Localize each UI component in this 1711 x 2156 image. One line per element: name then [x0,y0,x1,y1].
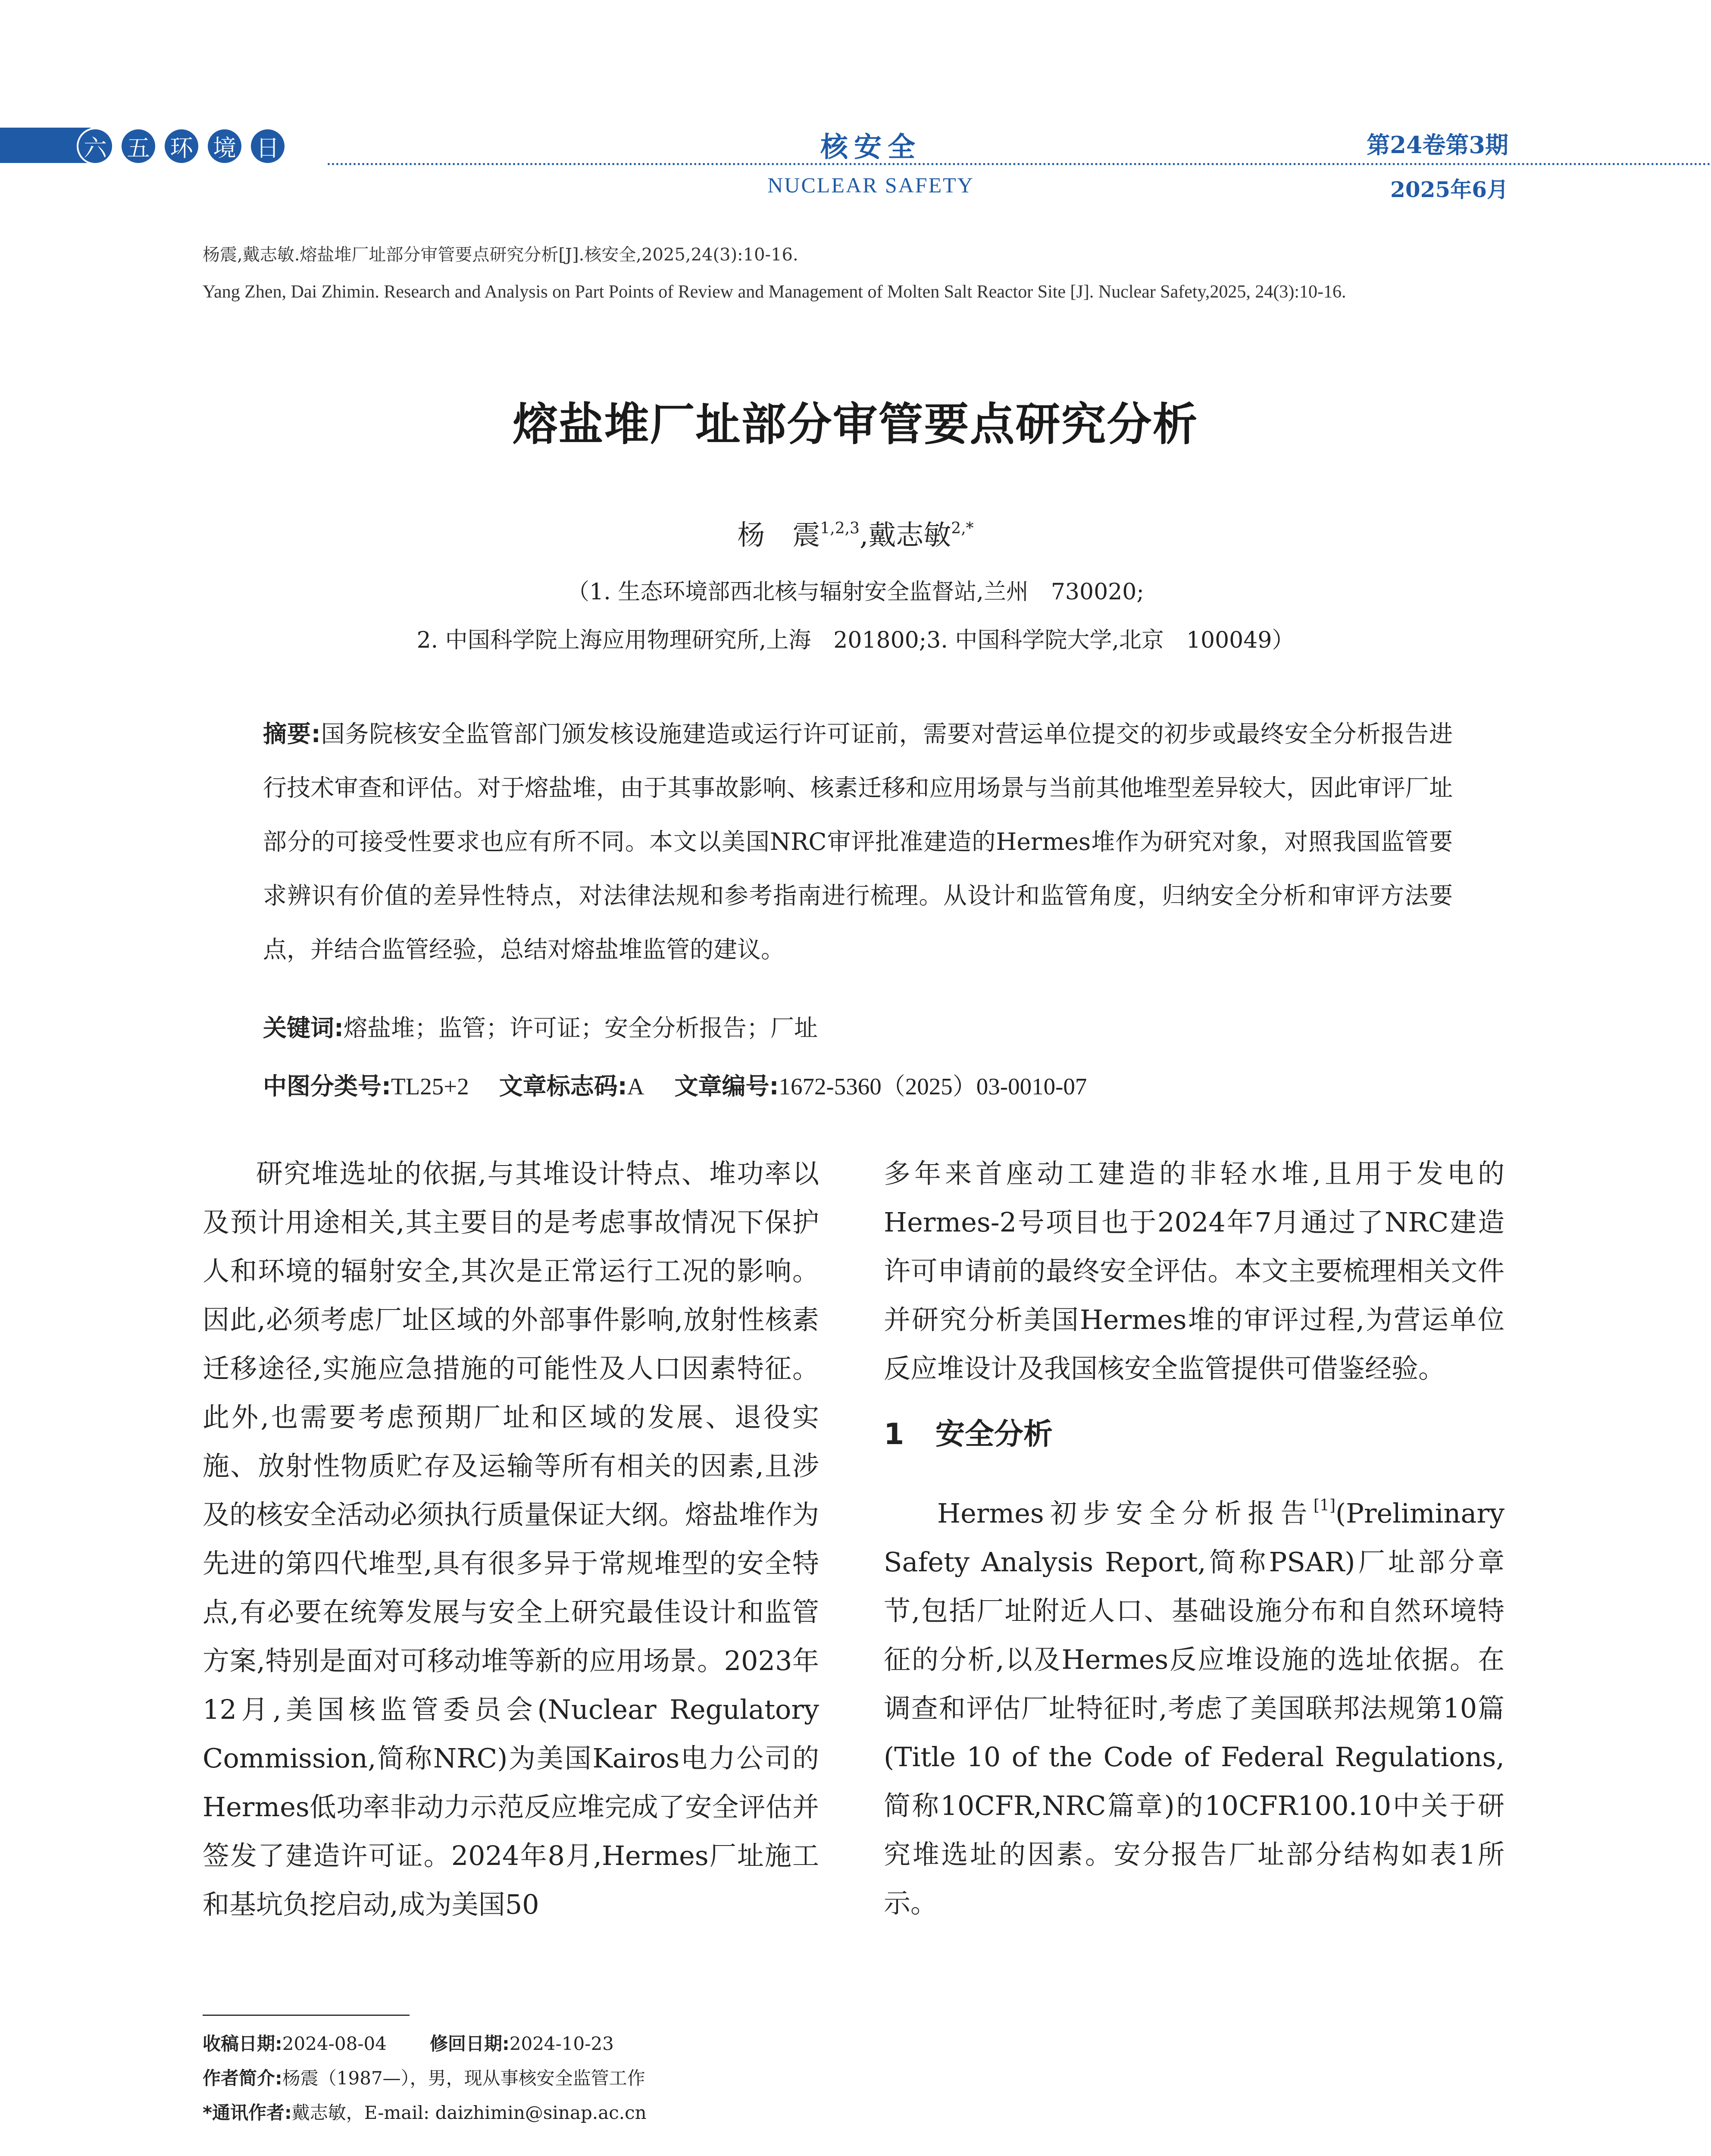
author-affil-sup: 2,* [951,520,974,537]
citation-cn: 杨震,戴志敏.熔盐堆厂址部分审管要点研究分析[J].核安全,2025,24(3):10-16. [203,245,798,265]
article-id-label: 文章编号: [674,1072,779,1100]
affiliation-line: （1. 生态环境部西北核与辐射安全监督站,兰州 730020; [567,579,1144,605]
author-bio: 杨震（1987—），男，现从事核安全监管工作 [282,2068,645,2089]
doc-code-value: A [627,1073,644,1100]
footnote-rule [203,2015,410,2016]
doc-code-label: 文章标志码: [499,1072,627,1100]
body-column-left [203,1149,819,1929]
body-paragraph [884,1481,1505,1927]
footnote-dates [203,2027,1323,2061]
reference-marker[interactable]: [1] [1313,1497,1336,1514]
revised-label: 修回日期: [429,2033,510,2054]
keywords-text: 熔盐堆；监管；许可证；安全分析报告；厂址 [344,1014,818,1042]
abstract-text: 国务院核安全监管部门颁发核设施建造或运行许可证前，需要对营运单位提交的初步或最终安全分析报告进行技术审查和评估。对于熔盐堆，由于其事故影响、核素迁移和应用场景与当前其他堆型差异较大，因此审评厂址部分的可接受性要求也应有所不同。本文以美国NRC审评批准建造的Hermes堆作为研究对象，对照我国监管要求辨识有价值的差异性特点，对法律法规和参考指南进行梳理。从设计和监管角度，归纳安全分析和审评方法要点，并结合监管经验，总结对熔盐堆监管的建议。 [263,720,1453,963]
classification-line [263,1067,1453,1101]
clc-value: TL25+2 [391,1073,469,1100]
paragraph-text: (Preliminary Safety Analysis Report,简称PSAR)厂址部分章节,包括厂址附近人口、基础设施分布和自然环境特征的分析,以及Hermes反应堆设施的选址依据。在调查和评估厂址特征时,考虑了美国联邦法规第10篇(Title 10 of the Code of Federal Regulations,简称10CFR,NRC篇章)的10CFR100.10中关于研究堆选址的因素。安分报告厂址部分结构如表1所示。 [884,1498,1505,1919]
author-name: 戴志敏 [868,520,951,552]
section-heading [884,1410,1505,1459]
series-badge: 六 [77,128,114,165]
received-label: 收稿日期: [203,2033,282,2054]
footnote-corresponding [203,2096,1323,2130]
series-badge: 五 [120,128,157,165]
section-title: 安全分析 [935,1417,1053,1451]
revised-date: 2024-10-23 [509,2033,614,2054]
author-bio-label: 作者简介: [203,2068,282,2089]
corresponding-value: 戴志敏，E-mail: daizhimin@sinap.ac.cn [291,2102,647,2123]
author-separator: , [859,520,869,552]
paragraph-text: Hermes初步安全分析报告 [937,1498,1314,1529]
article-id-value: 1672-5360（2025）03-0010-07 [779,1073,1087,1100]
affiliation-line: 2. 中国科学院上海应用物理研究所,上海 201800;3. 中国科学院大学,北京 100049） [416,627,1295,653]
body-paragraph: 研究堆选址的依据,与其堆设计特点、堆功率以及预计用途相关,其主要目的是考虑事故情况下保护人和环境的辐射安全,其次是正常运行工况的影响。因此,必须考虑厂址区域的外部事件影响,放射性核素迁移途径,实施应急措施的可能性及人口因素特征。此外,也需要考虑预期厂址和区域的发展、退役实施、放射性物质贮存及运输等所有相关的因素,且涉及的核安全活动必须执行质量保证大纲。熔盐堆作为先进的第四代堆型,具有很多异于常规堆型的安全特点,有必要在统筹发展与安全上研究最佳设计和监管方案,特别是面对可移动堆等新的应用场景。2023年12月,美国核监管委员会(Nuclear Regulatory Commission,简称NRC)为美国Kairos电力公司的Hermes低功率非动力示范反应堆完成了安全评估并签发了建造许可证。2024年8月,Hermes厂址施工和基坑负挖启动,成为美国50 [203,1158,819,1920]
journal-title-cn: 核安全 [820,132,921,163]
series-badges [77,128,286,166]
corresponding-label: *通讯作者: [203,2102,292,2123]
series-badge: 日 [249,128,286,165]
abstract [263,707,1453,977]
series-badge: 境 [206,128,243,165]
section-number: 1 [884,1417,904,1451]
clc-label: 中图分类号: [263,1072,391,1100]
keywords [263,1009,1453,1043]
author-name: 杨 震 [737,520,820,552]
article-title: 熔盐堆厂址部分审管要点研究分析 [513,398,1198,451]
issue-date: 2025年6月 [1390,177,1508,202]
abstract-label: 摘要: [263,720,321,748]
volume-issue: 第24卷第3期 [1367,131,1508,159]
series-badge: 环 [163,128,200,165]
body-column-right [884,1149,1505,1927]
body-paragraph: 多年来首座动工建造的非轻水堆,且用于发电的Hermes-2号项目也于2024年7月通过了NRC建造许可申请前的最终安全评估。本文主要梳理相关文件并研究分析美国Hermes堆的审评过程,为营运单位反应堆设计及我国核安全监管提供可借鉴经验。 [884,1158,1505,1384]
received-date: 2024-08-04 [282,2033,387,2054]
citation-en: Yang Zhen, Dai Zhimin. Research and Analysis on Part Points of Review and Management of Molten Salt Reactor Site [J]. Nuclear Safety,2025, 24(3):10-16. [203,282,1346,302]
author-affil-sup: 1,2,3 [820,520,860,537]
footnote-author [203,2061,1323,2096]
keywords-label: 关键词: [263,1014,344,1042]
journal-title-en: NUCLEAR SAFETY [767,173,974,197]
author-line [0,513,1711,553]
